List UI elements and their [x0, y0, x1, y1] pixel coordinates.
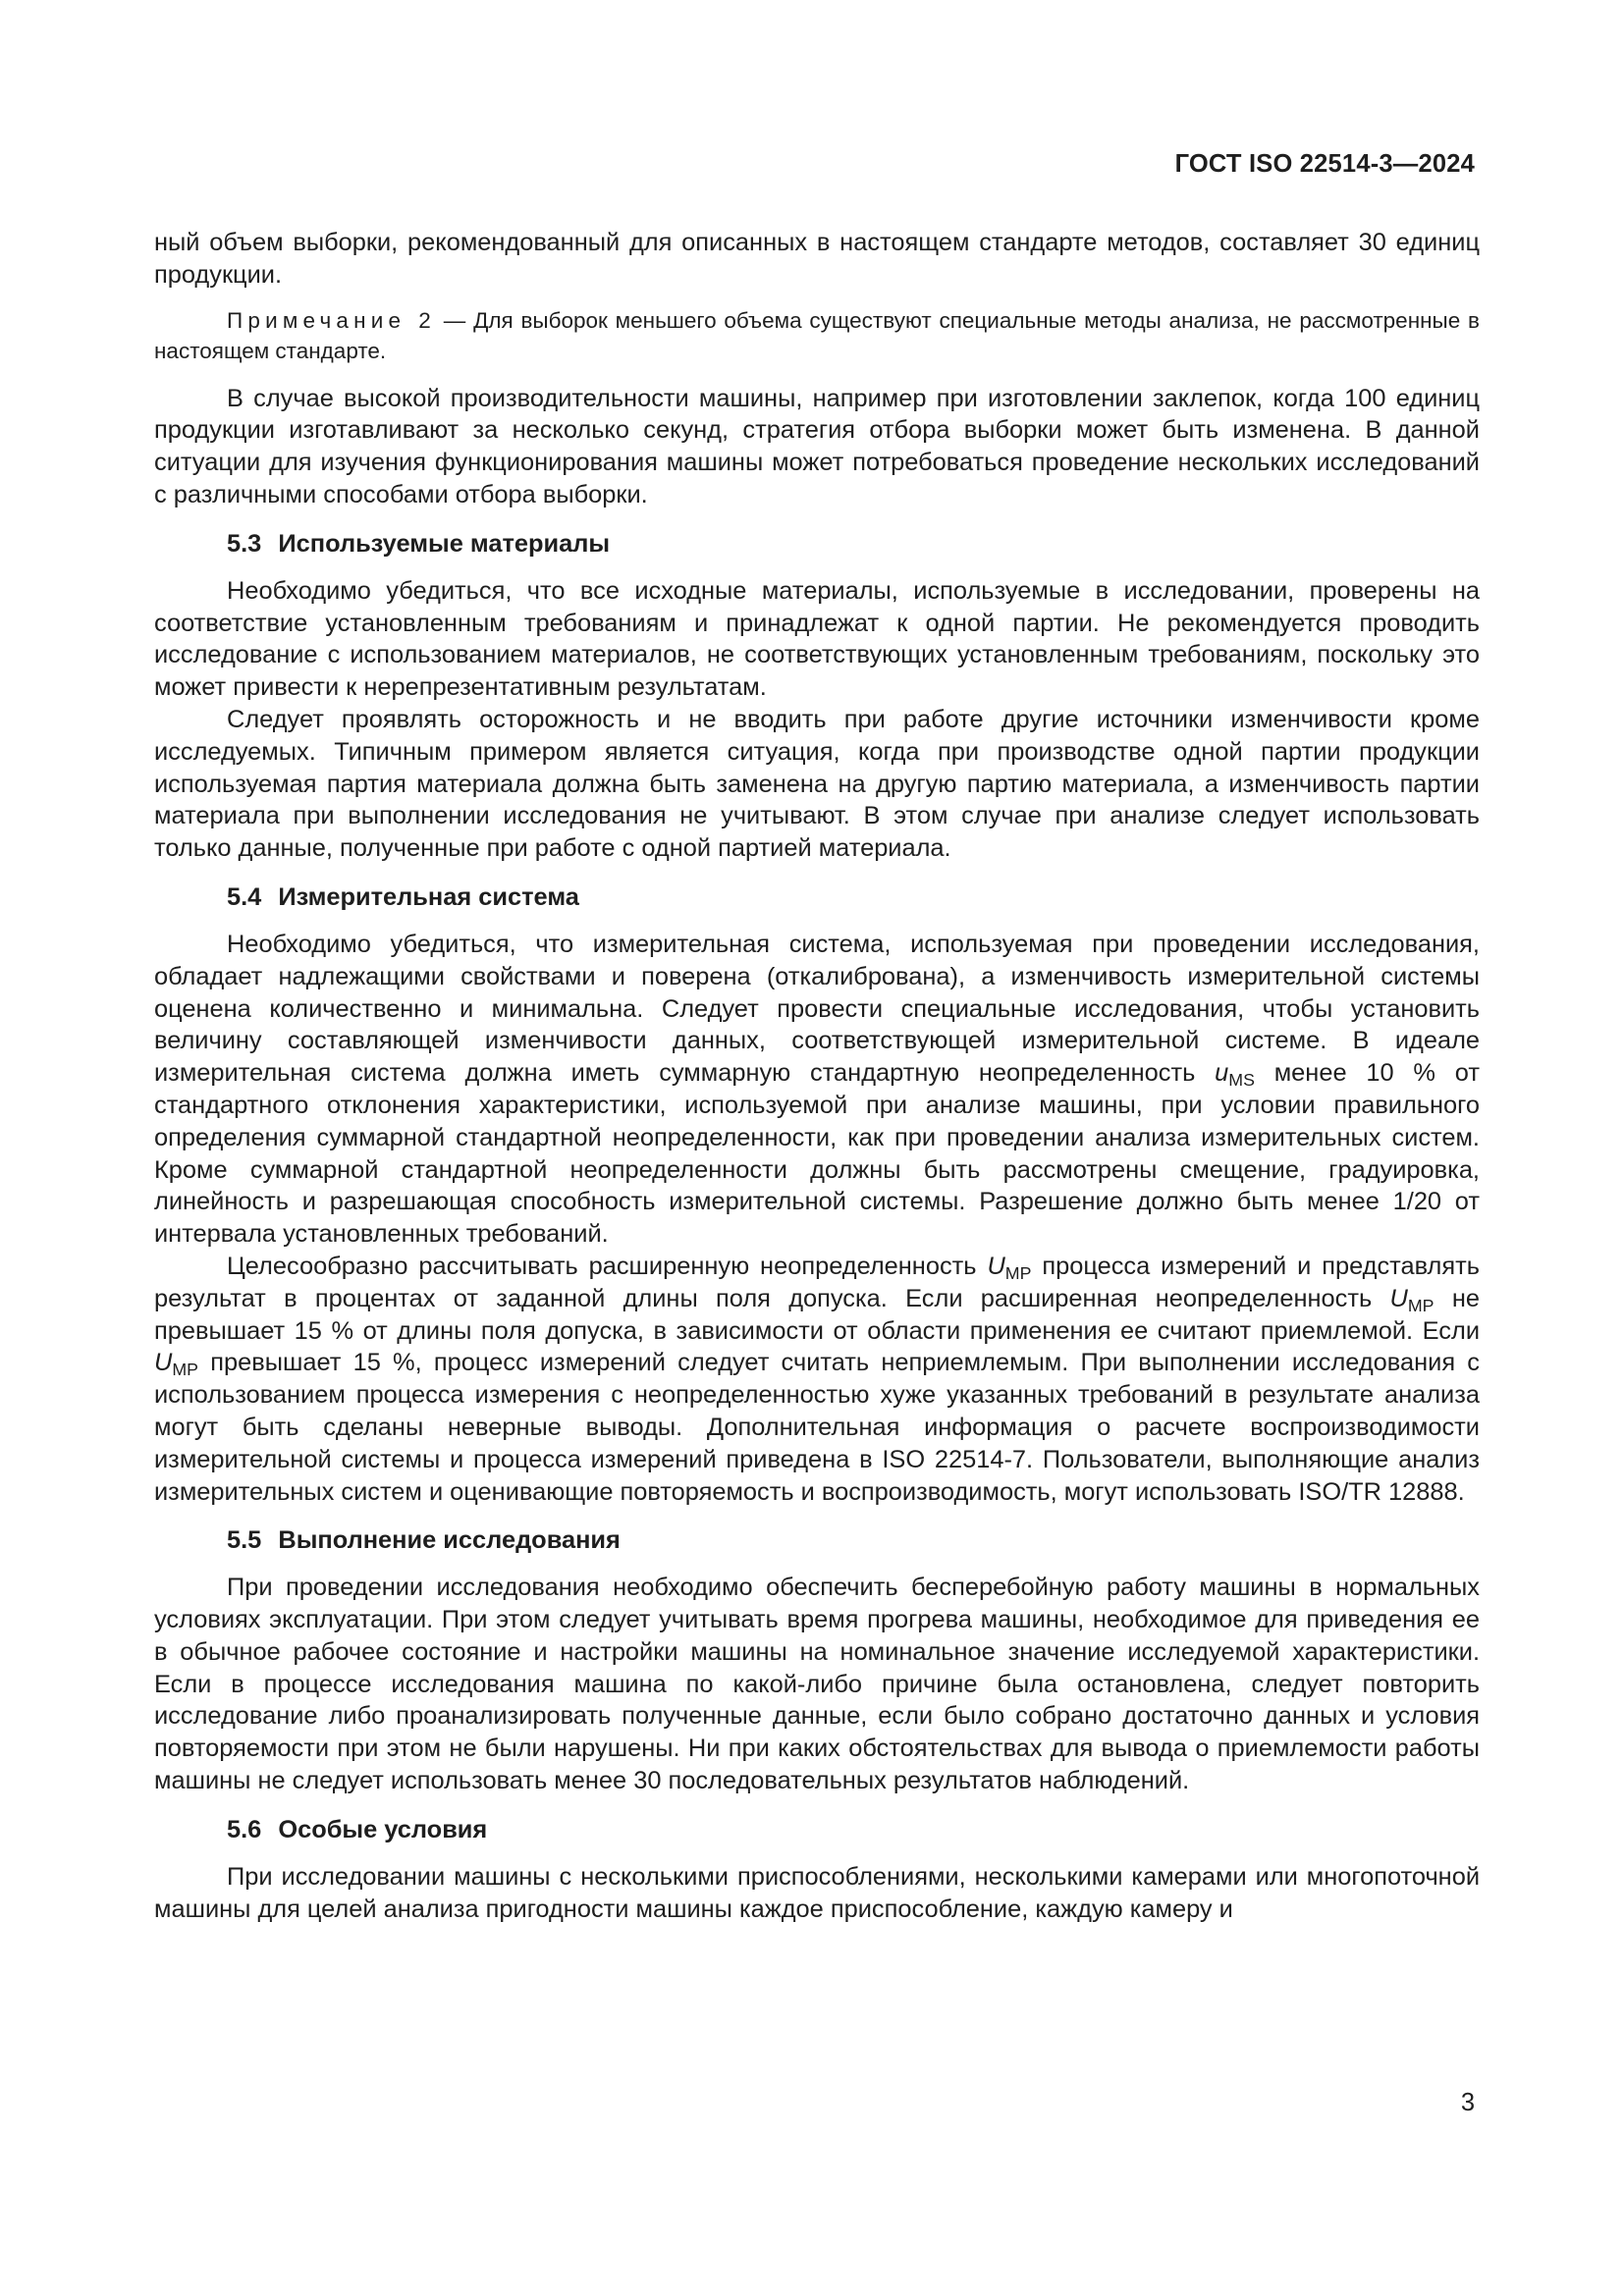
section-number: 5.6 [227, 1815, 262, 1843]
section-title: Используемые материалы [278, 529, 611, 558]
paragraph-measurement-system-1 [154, 929, 1480, 1251]
text-run: Целесообразно рассчитывать расширенную неопределенность [227, 1252, 988, 1280]
paragraph-sampling-strategy: В случае высокой производительности машины, например при изготовлении заклепок, когда 100 единиц продукции изготавливают за несколько секунд, стратегия отбора выборки может быть изменена. В данной ситуации для изучения функционирования машины может потребоваться проведение нескольких исследований с различными способами отбора выборки. [154, 384, 1480, 508]
paragraph-study-execution: При проведении исследования необходимо обеспечить бесперебойную работу машины в нормальных условиях эксплуатации. При этом следует учитывать время прогрева машины, необходимое для приведения ее в обычное рабочее состояние и настройки машины на номинальное значение исследуемой характеристики. Если в процессе исследования машина по какой-либо причине была остановлена, следует повторить исследование либо проанализировать полученные данные, если было собрано достаточно данных и условия повторяемости при этом не были нарушены. Ни при каких обстоятельствах для вывода о приемлемости работы машины не следует использовать менее 30 последовательных результатов наблюдений. [154, 1574, 1480, 1795]
symbol-subscript: MP [172, 1360, 198, 1380]
section-heading-5-3 [227, 528, 1480, 560]
symbol-U-mp [987, 1252, 1032, 1283]
note-label: Примечание 2 [227, 307, 436, 333]
document-body [154, 227, 1480, 1925]
section-number: 5.4 [227, 882, 262, 911]
section-heading-5-6 [227, 1814, 1480, 1845]
symbol-base: U [154, 1349, 173, 1377]
paragraph-materials-1: Необходимо убедиться, что все исходные материалы, используемые в исследовании, проверены на соответствие установленным требованиям и принадлежат к одной партии. Не рекомендуется проводить исследование с использованием материалов, не соответствующих установленным требованиям, поскольку это может привести к нерепрезентативным результатам. [154, 576, 1480, 702]
section-heading-5-4 [227, 881, 1480, 913]
symbol-U-mp [154, 1349, 198, 1380]
symbol-base: U [987, 1252, 1005, 1280]
text-run: не превышает 15 % от длины поля допуска, в зависимости от области применения ее считают приемлемой. Если [154, 1284, 1480, 1345]
section-number: 5.3 [227, 529, 262, 558]
note-2 [154, 305, 1480, 366]
text-run: менее 10 % от стандартного отклонения характеристики, используемой при анализе машины, при условии правильного определения суммарной стандартной неопределенности, как при проведении анализа измерительных систем. Кроме суммарной стандартной неопределенности должны быть рассмотрены смещение, градуировка, линейность и разрешающая способность измерительной системы. Разрешение должно быть менее 1/20 от интервала установленных требований. [154, 1059, 1480, 1249]
symbol-subscript: MS [1228, 1070, 1255, 1091]
paragraph-continuation: ный объем выборки, рекомендованный для описанных в настоящем стандарте методов, составляет 30 единиц продукции. [154, 229, 1480, 289]
symbol-subscript: MP [1004, 1262, 1032, 1283]
symbol-u-ms [1215, 1059, 1255, 1091]
symbol-subscript: MP [1407, 1295, 1435, 1315]
symbol-U-mp [1389, 1284, 1435, 1315]
page-number: 3 [1460, 2089, 1475, 2116]
paragraph-materials-2: Следует проявлять осторожность и не вводить при работе другие источники изменчивости кроме исследуемых. Типичным примером является ситуация, когда при производстве одной партии продукции используемая партия материала должна быть заменена на другую партию материала, а изменчивость партии материала при выполнении исследования не учитывают. В этом случае при анализе следует использовать только данные, полученные при работе с одной партией материала. [154, 705, 1480, 863]
text-run: Необходимо убедиться, что измерительная система, используемая при проведении исследования, обладает надлежащими свойствами и поверена (откалибрована), а изменчивость измерительной системы оценена количественно и минимальна. Следует провести специальные исследования, чтобы установить величину составляющей изменчивости данных, соответствующей измерительной системе. В идеале измерительная система должна иметь суммарную стандартную неопределенность [154, 930, 1480, 1088]
text-run: превышает 15 %, процесс измерений следует считать неприемлемым. При выполнении исследования с использованием процесса измерения с неопределенностью хуже указанных требований в результате анализа могут быть сделаны неверные выводы. Дополнительная информация о расчете воспроизводимости измерительной системы и процесса измерений приведена в ISO 22514-7. Пользователи, выполняющие анализ измерительных систем и оценивающие повторяемость и воспроизводимость, могут использовать ISO/TR 12888. [154, 1349, 1480, 1506]
symbol-base: U [1389, 1284, 1408, 1312]
document-header: ГОСТ ISO 22514-3—2024 [1174, 150, 1475, 178]
symbol-base: u [1215, 1059, 1229, 1088]
paragraph-special-conditions: При исследовании машины с несколькими приспособлениями, несколькими камерами или многопоточной машины для целей анализа пригодности машины каждое приспособление, каждую камеру и [154, 1862, 1480, 1923]
section-title: Особые условия [278, 1815, 488, 1843]
section-heading-5-5 [227, 1524, 1480, 1556]
section-title: Измерительная система [278, 882, 579, 911]
paragraph-measurement-system-2 [154, 1251, 1480, 1508]
section-number: 5.5 [227, 1526, 262, 1555]
text-run: процесса измерений и представлять результат в процентах от заданной длины поля допуска. Если расширенная неопределенность [154, 1252, 1480, 1312]
section-title: Выполнение исследования [278, 1526, 621, 1555]
note-text: — Для выборок меньшего объема существуют специальные методы анализа, не рассмотренные в настоящем стандарте. [154, 307, 1480, 363]
